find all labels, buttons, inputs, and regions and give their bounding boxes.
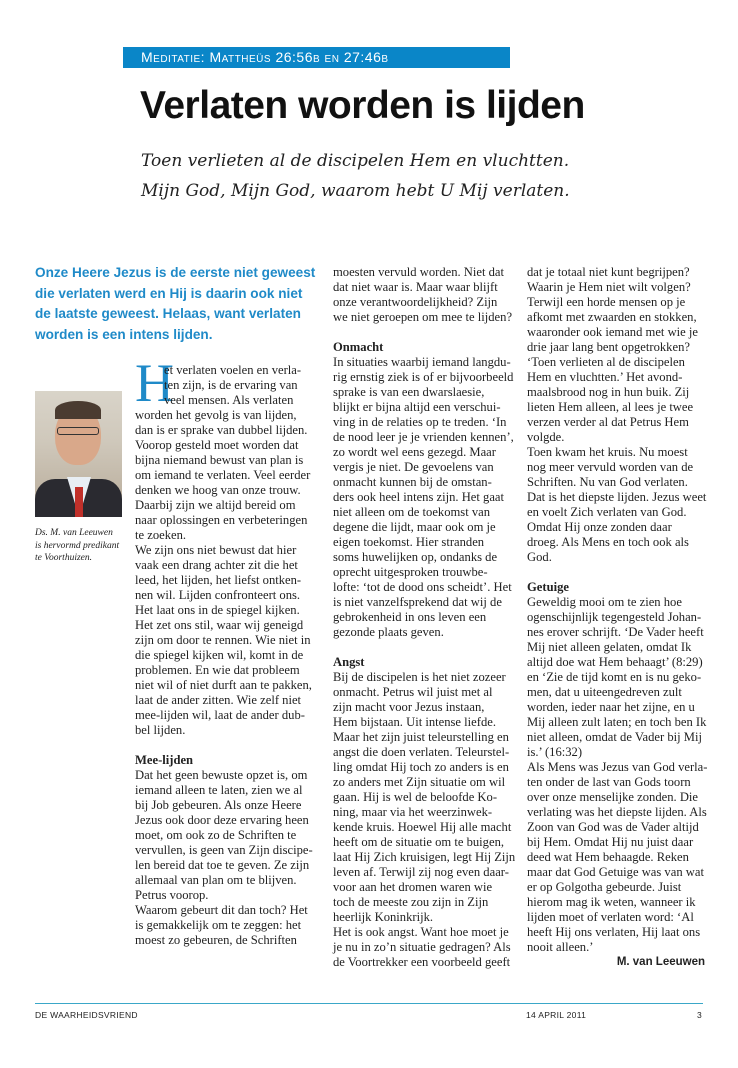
text-line: verlating was het diepste lijden. Als [527, 805, 707, 819]
text-line: ‘Toen verlieten al de discipelen [527, 355, 685, 369]
text-line: ving in de relaties op te treden. ‘In [333, 415, 507, 429]
text-line: ogenschijnlijk tegengesteld Johan- [527, 610, 702, 624]
text-line: worden het gevolg is van lijden, [135, 408, 297, 422]
paragraph-gap [333, 325, 515, 340]
text-line: rig ernstig ziek is of er bijvoorbeeld [333, 370, 514, 384]
text-line: Schriften. Nu van God verlaten. [527, 475, 688, 489]
text-line: ning, maar via het weerzinwek- [333, 805, 493, 819]
text-line: gebrokenheid in ons leven een [333, 610, 487, 624]
text-line: leven af. Terwijl zij nog even daar- [333, 865, 509, 879]
text-line: ten onder de last van Gods toorn [527, 775, 691, 789]
text-line: men, dat u uiteengedreven zult [527, 685, 682, 699]
text-line: Toen kwam het kruis. Nu moest [527, 445, 688, 459]
text-line: ders ook heel intens zijn. Het gaat [333, 490, 505, 504]
subtitle-line: Toen verlieten al de discipelen Hem en vluchtten. [141, 151, 570, 171]
text-line: en voelt Zich verlaten van God. [527, 505, 687, 519]
text-line: dat je totaal niet kunt begrijpen? [527, 265, 690, 279]
text-line: soms huwelijken op, ondanks de [333, 550, 498, 564]
text-line: niet wil of niet durft aan te pakken, [135, 678, 312, 692]
text-line: niet alleen om de toekomst van [333, 505, 491, 519]
caption-line: te Voorthuizen. [35, 553, 92, 563]
text-line: Het zet ons stil, waar wij geneigd [135, 618, 304, 632]
author-signature: M. van Leeuwen [616, 956, 705, 968]
text-line: Geweldig mooi om te zien hoe [527, 595, 682, 609]
text-line: eigen toekomst. Hier stranden [333, 535, 485, 549]
text-line: lieten Hem alleen, al lees je twee [527, 400, 694, 414]
text-line: Mij niet alleen gelaten, omdat Ik [527, 640, 692, 654]
text-line: verzen verder al dat Petrus Hem [527, 415, 689, 429]
text-line: moest zo gebeuren, de Schriften [135, 933, 297, 947]
text-line: onze verantwoordelijkheid? Zijn [333, 295, 498, 309]
article-subtitle [141, 146, 570, 206]
text-line: over onze menselijke zonden. Die [527, 790, 698, 804]
text-line: je nu in zo’n situatie gedragen? Als [333, 940, 511, 954]
text-line: laat Hij Zich kruisigen, legt Hij Zijn [333, 850, 516, 864]
text-line: Bij de discipelen is het niet zozeer [333, 670, 506, 684]
text-line: de nood leer je je vrienden kennen’, [333, 430, 514, 444]
text-line: altijd doe wat Hem behaagt’ (8:29) [527, 655, 703, 669]
text-line: Daarbij zijn we altijd bereid om [135, 498, 296, 512]
text-line: zo anders met Zijn situatie om wil [333, 775, 506, 789]
text-line: moet, om ook zo de Schriften te [135, 828, 297, 842]
text-line: denken we hoog van onze trouw. [135, 483, 301, 497]
text-line: naar oplossingen en verbeteringen [135, 513, 308, 527]
text-line: blijkt er bijna altijd een verschui- [333, 400, 501, 414]
paragraph-gap [135, 738, 313, 753]
text-line: nog meer vervuld worden van de [527, 460, 694, 474]
footer-page-number: 3 [697, 1010, 703, 1020]
text-line: bij Hem. Omdat Hij nu juist daar [527, 835, 694, 849]
text-line: maar dat God Getuige was van wat [527, 865, 704, 879]
text-line: toch de meeste zou zijn in Zijn [333, 895, 489, 909]
text-line: ling omdat Hij toch zo anders is en [333, 760, 509, 774]
text-line: God. [527, 550, 552, 564]
text-line: nooit alleen.’ [527, 940, 594, 954]
text-line: te zoeken. [135, 528, 187, 542]
paragraph-gap [333, 640, 515, 655]
text-line: deed wat Hem behaagde. Reken [527, 850, 689, 864]
footer-publication: DE WAARHEIDSVRIEND [35, 1010, 138, 1020]
text-line: et verlaten voelen en verla- [164, 363, 302, 377]
text-line: We zijn ons niet bewust dat hier [135, 543, 297, 557]
text-line: heeft om de situatie om te buigen, [333, 835, 505, 849]
text-line: vergis je niet. De gevoelens van [333, 460, 494, 474]
text-line: we niet geroepen om mee te lijden? [333, 310, 513, 324]
text-line: iemand alleen te laten, zien we al [135, 783, 303, 797]
section-heading: Angst [333, 655, 365, 669]
text-line: Terwijl een horde mensen op je [527, 295, 686, 309]
author-caption [35, 527, 130, 565]
text-line: bijna niemand bewust van plan is [135, 453, 304, 467]
section-heading: Getuige [527, 580, 569, 594]
text-line: afkomt met zwaarden en stokken, [527, 310, 697, 324]
text-line: heerlijk Koninkrijk. [333, 910, 434, 924]
text-line: Waarin je Hem niet wilt volgen? [527, 280, 691, 294]
text-line: leed, het lijden, het liefst ontken- [135, 573, 302, 587]
text-line: en ‘Zie de tijd komt en is nu geko- [527, 670, 702, 684]
text-line: waaronder ook iemand met wie je [527, 325, 698, 339]
text-line: zijn macht voor Jezus instaan, [333, 700, 485, 714]
text-column-2 [333, 265, 515, 970]
text-line: hierom mag ik weten, wanneer ik [527, 895, 696, 909]
text-line: problemen. En wie dat probleem [135, 663, 300, 677]
text-line: heeft Hij ons verlaten, Hij laat ons [527, 925, 701, 939]
text-line: niet alleen, omdat de Vader bij Mij [527, 730, 702, 744]
text-line: sprake is van een dwarslaesie, [333, 385, 485, 399]
text-line: de Voortrekker een voorbeeld geeft [333, 955, 511, 969]
text-line: moesten vervuld worden. Niet dat [333, 265, 505, 279]
text-line: gaan. Hij is wel de beloofde Ko- [333, 790, 498, 804]
text-line: lofte: ‘tot de dood ons scheidt’. Het [333, 580, 512, 594]
text-line: die spiegel kijken wil, komt in de [135, 648, 304, 662]
text-line: er op Golgotha gebeurde. Juist [527, 880, 682, 894]
text-line: is niet vanzelfsprekend dat wij de [333, 595, 502, 609]
text-line: Zoon van God was de Vader altijd [527, 820, 699, 834]
article-title: Verlaten worden is lijden [140, 84, 585, 127]
text-line: Dat het geen bewuste opzet is, om [135, 768, 308, 782]
text-column-3 [527, 265, 708, 970]
text-line: Petrus voorop. [135, 888, 209, 902]
text-line: Als Mens was Jezus van God verla- [527, 760, 708, 774]
text-line: mee-lijden wil, laat de ander dub- [135, 708, 305, 722]
text-line: ten zijn, is de ervaring van [164, 378, 298, 392]
text-line: Waarom gebeurt dit dan toch? Het [135, 903, 308, 917]
author-photo [35, 391, 122, 517]
section-heading: Mee-lijden [135, 753, 194, 767]
text-line: nen wil. Lijden confronteert ons. [135, 588, 301, 602]
text-line: oprecht uitgesproken trouwbe- [333, 565, 488, 579]
text-line: volgde. [527, 430, 565, 444]
text-line: zo wordt wel eens gezegd. Maar [333, 445, 496, 459]
text-line: onmacht kunnen bij de omstan- [333, 475, 492, 489]
paragraph-gap [527, 565, 705, 580]
text-line: zijn om door te rennen. Wie niet in [135, 633, 311, 647]
text-line: Maar het zijn juist teleurstelling en [333, 730, 509, 744]
text-line: Dat is het diepste lijden. Jezus weet [527, 490, 707, 504]
text-column-1 [135, 363, 313, 948]
section-kicker: Meditatie: Mattheüs 26:56b en 27:46b [123, 47, 510, 68]
section-heading: Onmacht [333, 340, 384, 354]
text-line: Het laat ons in de spiegel kijken. [135, 603, 300, 617]
text-line: laat de ander zitten. Wie zelf niet [135, 693, 302, 707]
text-line: bel lijden. [135, 723, 186, 737]
text-line: is.’ (16:32) [527, 745, 583, 759]
intro-lead: Onze Heere Jezus is de eerste niet geweest die verlaten werd en Hij is daarin ook niet de laatste geweest. Helaas, want verlaten worden is een intens lijden. [35, 265, 316, 342]
text-line: Omdat Hij onze zonden daar [527, 520, 672, 534]
text-line: om iemand te verlaten. Veel eerder [135, 468, 311, 482]
text-line: vaak een drang achter zit die het [135, 558, 298, 572]
text-line: gezonde plaats geven. [333, 625, 444, 639]
drop-cap: H [135, 353, 174, 413]
text-line: veel mensen. Als verlaten [164, 393, 294, 407]
text-line: degene die lijdt, maar ook om je [333, 520, 496, 534]
text-line: worden, ieder naar het zijne, en u [527, 700, 695, 714]
text-line: kende kruis. Hoewel Hij alle macht [333, 820, 512, 834]
footer-date: 14 APRIL 2011 [526, 1010, 587, 1020]
text-line: angst die doen verlaten. Teleurstel- [333, 745, 510, 759]
text-line: len bereid dat toe te geven. Ze zijn [135, 858, 310, 872]
text-line: Jezus ook door deze ervaring heen [135, 813, 309, 827]
text-line: is gemakkelijk om te zeggen: het [135, 918, 302, 932]
text-line: Het is ook angst. Want hoe moet je [333, 925, 509, 939]
text-line: Mij alleen zult laten; en toch ben Ik [527, 715, 707, 729]
text-line: dat niet waar is. Maar waar blijft [333, 280, 498, 294]
text-line: droeg. Als Mens en toch ook als [527, 535, 689, 549]
subtitle-line: Mijn God, Mijn God, waarom hebt U Mij verlaten. [141, 181, 570, 201]
text-line: nes erover schrijft. ‘De Vader heeft [527, 625, 704, 639]
text-line: maalsbrood nog in hun buik. Zij [527, 385, 690, 399]
text-line: voor aan het dromen waren wie [333, 880, 493, 894]
text-line: onmacht. Petrus wil juist met al [333, 685, 493, 699]
text-line: Hem bijstaan. Uit intense liefde. [333, 715, 496, 729]
text-line: Hem en vluchtten.’ Het avond- [527, 370, 683, 384]
caption-line: is hervormd predikant [35, 540, 120, 551]
text-line: bij Job gebeuren. Als onze Heere [135, 798, 302, 812]
footer-rule [35, 1003, 703, 1004]
text-line: In situaties waarbij iemand langdu- [333, 355, 511, 369]
text-line: vervullen, is geen van Zijn discipe- [135, 843, 313, 857]
text-line: drie jaar lang bent opgetrokken? [527, 340, 690, 354]
text-line: lijden moet of verlaten word: ‘Al [527, 910, 694, 924]
text-line: dan is er sprake van dubbel lijden. [135, 423, 308, 437]
text-line: Voorop gesteld moet worden dat [135, 438, 299, 452]
caption-line: Ds. M. van Leeuwen [35, 528, 113, 538]
text-line: allemaal van plan om te blijven. [135, 873, 297, 887]
